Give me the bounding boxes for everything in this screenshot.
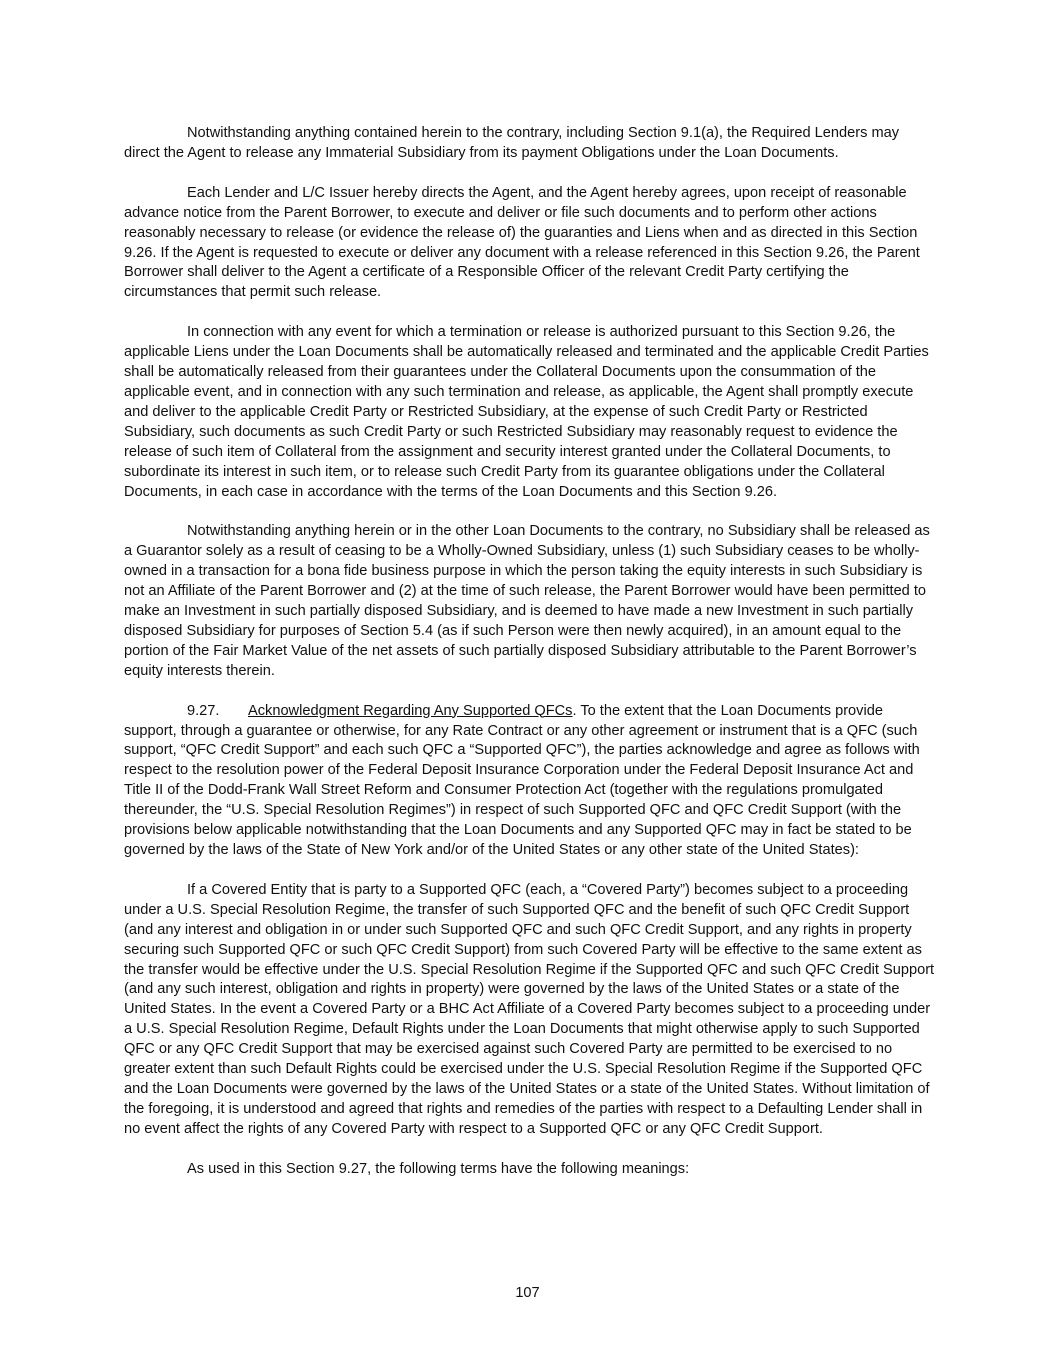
section-title: Acknowledgment Regarding Any Supported QFCs <box>248 702 573 719</box>
paragraph-immaterial-subsidiary-release: Notwithstanding anything contained herein to the contrary, including Section 9.1(a), the Required Lenders may direct the Agent to release any Immaterial Subsidiary from its payment Obligations under the Loan Documents. <box>124 125 900 161</box>
section-intro-text: . To the extent that the Loan Documents provide support, through a guarantee or otherwise, for any Rate Contract or any other agreement or instrument that is a QFC (such support, “QFC Credit Support” and each such QFC a “Supported QFC”), the parties acknowledge and agree as follows with respect to the resolution power of the Federal Deposit Insurance Corporation under the Federal Deposit Insurance Act and Title II of the Dodd-Frank Wall Street Reform and Consumer Protection Act (together with the regulations promulgated thereunder, the “U.S. Special Resolution Regimes”) in respect of such Supported QFC and QFC Credit Support (with the provisions below applicable notwithstanding that the Loan Documents and any Supported QFC may in fact be stated to be governed by the laws of the State of New York and/or of the United States or any other state of the United States): <box>124 702 920 858</box>
paragraph-guarantor-release-limitation: Notwithstanding anything herein or in the other Loan Documents to the contrary, no Subsidiary shall be released as a Guarantor solely as a result of ceasing to be a Wholly-Owned Subsidiary, unless (1) such Subsidiary ceases to be wholly-owned in a transaction for a bona fide business purpose in which the person taking the equity interests in such Subsidiary is not an Affiliate of the Parent Borrower and (2) at the time of such release, the Parent Borrower would have been permitted to make an Investment in such partially disposed Subsidiary, and is deemed to have made a new Investment in such partially disposed Subsidiary for purposes of Section 5.4 (as if such Person were then newly acquired), in an amount equal to the portion of the Fair Market Value of the net assets of such partially disposed Subsidiary attributable to the Parent Borrower’s equity interests therein. <box>124 523 930 679</box>
document-page <box>124 124 936 1200</box>
paragraph-covered-party: If a Covered Entity that is party to a Supported QFC (each, a “Covered Party”) becomes subject to a proceeding under a U.S. Special Resolution Regime, the transfer of such Supported QFC and the benefit of such QFC Credit Support (and any interest and obligation in or under such Supported QFC and such QFC Credit Support, and any rights in property securing such Supported QFC or such QFC Credit Support) from such Covered Party will be effective to the same extent as the transfer would be effective under the U.S. Special Resolution Regime if the Supported QFC and such QFC Credit Support (and any such interest, obligation and rights in property) were governed by the laws of the United States or a state of the United States. In the event a Covered Party or a BHC Act Affiliate of a Covered Party becomes subject to a proceeding under a U.S. Special Resolution Regime, Default Rights under the Loan Documents that might otherwise apply to such Supported QFC or any QFC Credit Support that may be exercised against such Covered Party are permitted to be exercised to no greater extent than such Default Rights could be exercised under the U.S. Special Resolution Regime if the Supported QFC and the Loan Documents were governed by the laws of the United States or a state of the United States. Without limitation of the foregoing, it is understood and agreed that rights and remedies of the parties with respect to a Defaulting Lender shall in no event affect the rights of any Covered Party with respect to a Supported QFC or any QFC Credit Support. <box>124 881 935 1137</box>
paragraph-definitions-intro: As used in this Section 9.27, the following terms have the following meanings: <box>187 1160 690 1177</box>
section-9-27-paragraph <box>124 702 936 861</box>
section-number: 9.27. <box>187 702 220 719</box>
paragraph-automatic-lien-release: In connection with any event for which a termination or release is authorized pursuant to this Section 9.26, the applicable Liens under the Loan Documents shall be automatically released and terminated and the applicable Credit Parties shall be automatically released from their guarantees under the Collateral Documents upon the consummation of the applicable event, and in connection with any such termination and release, as applicable, the Agent shall promptly execute and deliver to the applicable Credit Party or Restricted Subsidiary, at the expense of such Credit Party or Restricted Subsidiary, such documents as such Credit Party or such Restricted Subsidiary may reasonably request to evidence the release of such item of Collateral from the assignment and security interest granted under the Collateral Documents, to subordinate its interest in such item, or to release such Credit Party from its guarantee obligations under the Collateral Documents, in each case in accordance with the terms of the Loan Documents and this Section 9.26. <box>124 324 929 500</box>
page-number: 107 <box>515 1285 540 1301</box>
paragraph-agent-release-direction: Each Lender and L/C Issuer hereby directs the Agent, and the Agent hereby agrees, upon receipt of reasonable advance notice from the Parent Borrower, to execute and deliver or file such documents and to perform other actions reasonably necessary to release (or evidence the release of) the guaranties and Liens when and as directed in this Section 9.26. If the Agent is requested to execute or deliver any document with a release referenced in this Section 9.26, the Parent Borrower shall deliver to the Agent a certificate of a Responsible Officer of the relevant Credit Party certifying the circumstances that permit such release. <box>124 184 920 301</box>
